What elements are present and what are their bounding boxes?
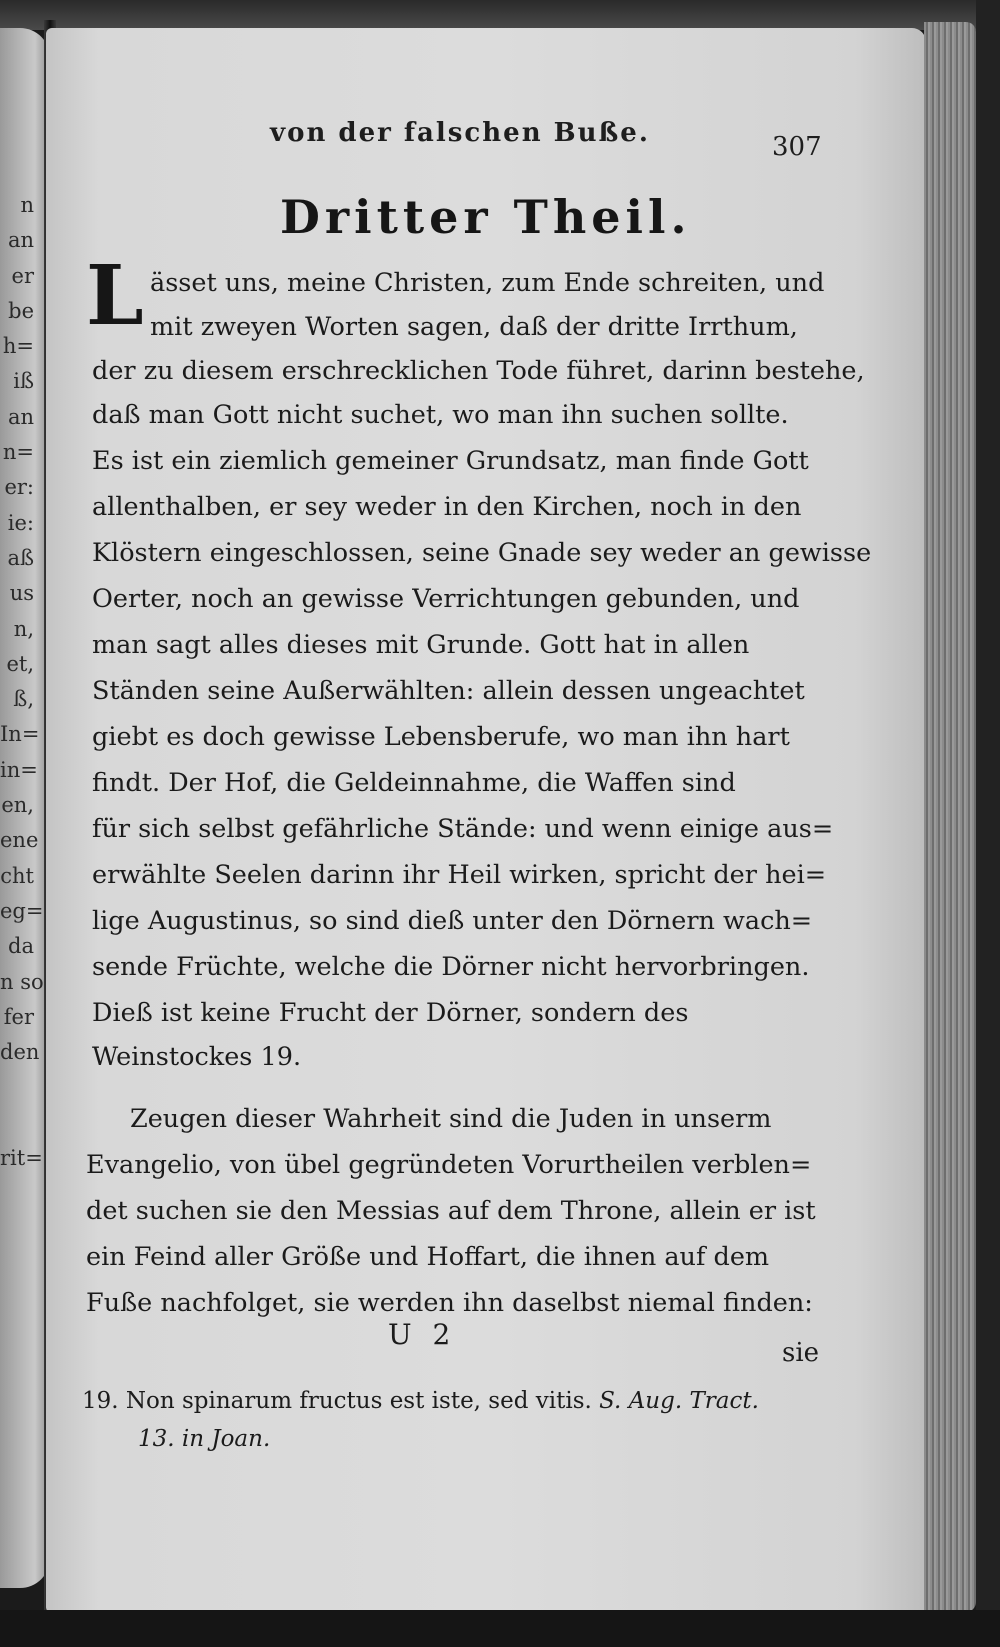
text-line: allenthalben, er sey weder in den Kirchen, noch in den bbox=[92, 492, 802, 522]
text-line: man sagt alles dieses mit Grunde. Gott hat in allen bbox=[92, 630, 750, 660]
facing-page-fragment: fer bbox=[3, 1004, 34, 1029]
text-line: Oerter, noch an gewisse Verrichtungen gebunden, und bbox=[92, 584, 800, 614]
drop-cap: L bbox=[86, 248, 144, 344]
facing-page-fragment: n= bbox=[2, 440, 34, 465]
text-line: Weinstockes 19. bbox=[92, 1042, 302, 1072]
facing-page-fragment: et, bbox=[6, 651, 34, 676]
page-number: 307 bbox=[772, 132, 822, 162]
text-line: Zeugen dieser Wahrheit sind die Juden in unserm bbox=[130, 1104, 772, 1134]
footnote-citation-2: 13. in Joan. bbox=[138, 1426, 271, 1452]
text-line: Fuße nachfolget, sie werden ihn daselbst niemal finden: bbox=[86, 1288, 813, 1318]
text-line: Es ist ein ziemlich gemeiner Grundsatz, man finde Gott bbox=[92, 446, 809, 476]
facing-page-fragment: da bbox=[8, 934, 34, 959]
facing-page-fragment: h= bbox=[2, 334, 34, 359]
text-line: findt. Der Hof, die Geldeinnahme, die Waffen sind bbox=[92, 768, 736, 798]
text-line: Klöstern eingeschlossen, seine Gnade sey weder an gewisse bbox=[92, 538, 872, 568]
facing-page-fragment: ene bbox=[0, 828, 39, 853]
footnote-text: Non spinarum fructus est iste, sed vitis. bbox=[125, 1388, 592, 1414]
top-shadow bbox=[0, 0, 1000, 30]
facing-page-fragment: us bbox=[9, 581, 34, 606]
facing-page-fragment: ß, bbox=[13, 687, 34, 712]
text-line: für sich selbst gefährliche Stände: und wenn einige aus= bbox=[92, 814, 834, 844]
background-right bbox=[976, 0, 1000, 1647]
facing-page-fragment: n, bbox=[13, 616, 34, 641]
facing-page-fragment: n bbox=[20, 193, 34, 217]
facing-page-fragment: er: bbox=[4, 475, 34, 500]
footnote-number: 19. bbox=[82, 1388, 119, 1414]
facing-page-fragment: iß bbox=[13, 369, 34, 394]
text-line: Ständen seine Außerwählten: allein dessen ungeachtet bbox=[92, 676, 805, 706]
text-line: ein Feind aller Größe und Hoffart, die ihnen auf dem bbox=[86, 1242, 770, 1272]
text-line: giebt es doch gewisse Lebensberufe, wo man ihn hart bbox=[92, 722, 790, 752]
facing-page-fragment: cht bbox=[0, 863, 34, 888]
section-title: Dritter Theil. bbox=[280, 190, 692, 244]
facing-page-fragment: rit= bbox=[0, 1146, 43, 1171]
text-line: Dieß ist keine Frucht der Dörner, sondern des bbox=[92, 998, 689, 1028]
running-title: von der falschen Buße. bbox=[270, 118, 650, 148]
facing-page-fragment: an bbox=[7, 228, 34, 253]
text-line: sende Früchte, welche die Dörner nicht hervorbringen. bbox=[92, 952, 810, 982]
facing-page-fragment: an bbox=[7, 404, 34, 429]
facing-page-edge bbox=[0, 28, 50, 1588]
catchword: sie bbox=[782, 1338, 820, 1368]
text-line: erwählte Seelen darinn ihr Heil wirken, spricht der hei= bbox=[92, 860, 827, 890]
signature-mark: U 2 bbox=[388, 1318, 457, 1351]
footnote-line-1 bbox=[82, 1388, 759, 1414]
facing-page-fragment: en, bbox=[1, 793, 34, 818]
footnote-line-2 bbox=[138, 1426, 270, 1452]
facing-page-fragment: er bbox=[11, 263, 34, 288]
footnote-citation: S. Aug. Tract. bbox=[599, 1388, 759, 1414]
text-line: ässet uns, meine Christen, zum Ende schreiten, und bbox=[150, 268, 825, 298]
text-line: der zu diesem erschrecklichen Tode führet, darinn bestehe, bbox=[92, 356, 865, 386]
facing-page-fragment: aß bbox=[7, 545, 34, 570]
facing-page-fragment: den bbox=[0, 1040, 40, 1065]
page-block-edge bbox=[924, 22, 976, 1612]
facing-page-fragment: n so bbox=[0, 969, 44, 994]
facing-page-text-fragments bbox=[0, 188, 44, 1176]
text-line: daß man Gott nicht suchet, wo man ihn suchen sollte. bbox=[92, 400, 789, 430]
facing-page-fragment: be bbox=[8, 298, 34, 323]
text-line: Evangelio, von übel gegründeten Vorurtheilen verblen= bbox=[86, 1150, 812, 1180]
text-line: det suchen sie den Messias auf dem Throne, allein er ist bbox=[86, 1196, 816, 1226]
facing-page-fragment: eg= bbox=[0, 898, 44, 923]
text-line: lige Augustinus, so sind dieß unter den Dörnern wach= bbox=[92, 906, 813, 936]
text-line: mit zweyen Worten sagen, daß der dritte Irrthum, bbox=[150, 312, 798, 342]
facing-page-fragment bbox=[0, 1106, 34, 1141]
facing-page-fragment bbox=[0, 1070, 34, 1105]
background-bottom bbox=[0, 1610, 1000, 1647]
facing-page-fragment: ie: bbox=[7, 510, 34, 535]
facing-page-fragment: In= bbox=[0, 722, 40, 747]
facing-page-fragment: in= bbox=[0, 757, 38, 782]
